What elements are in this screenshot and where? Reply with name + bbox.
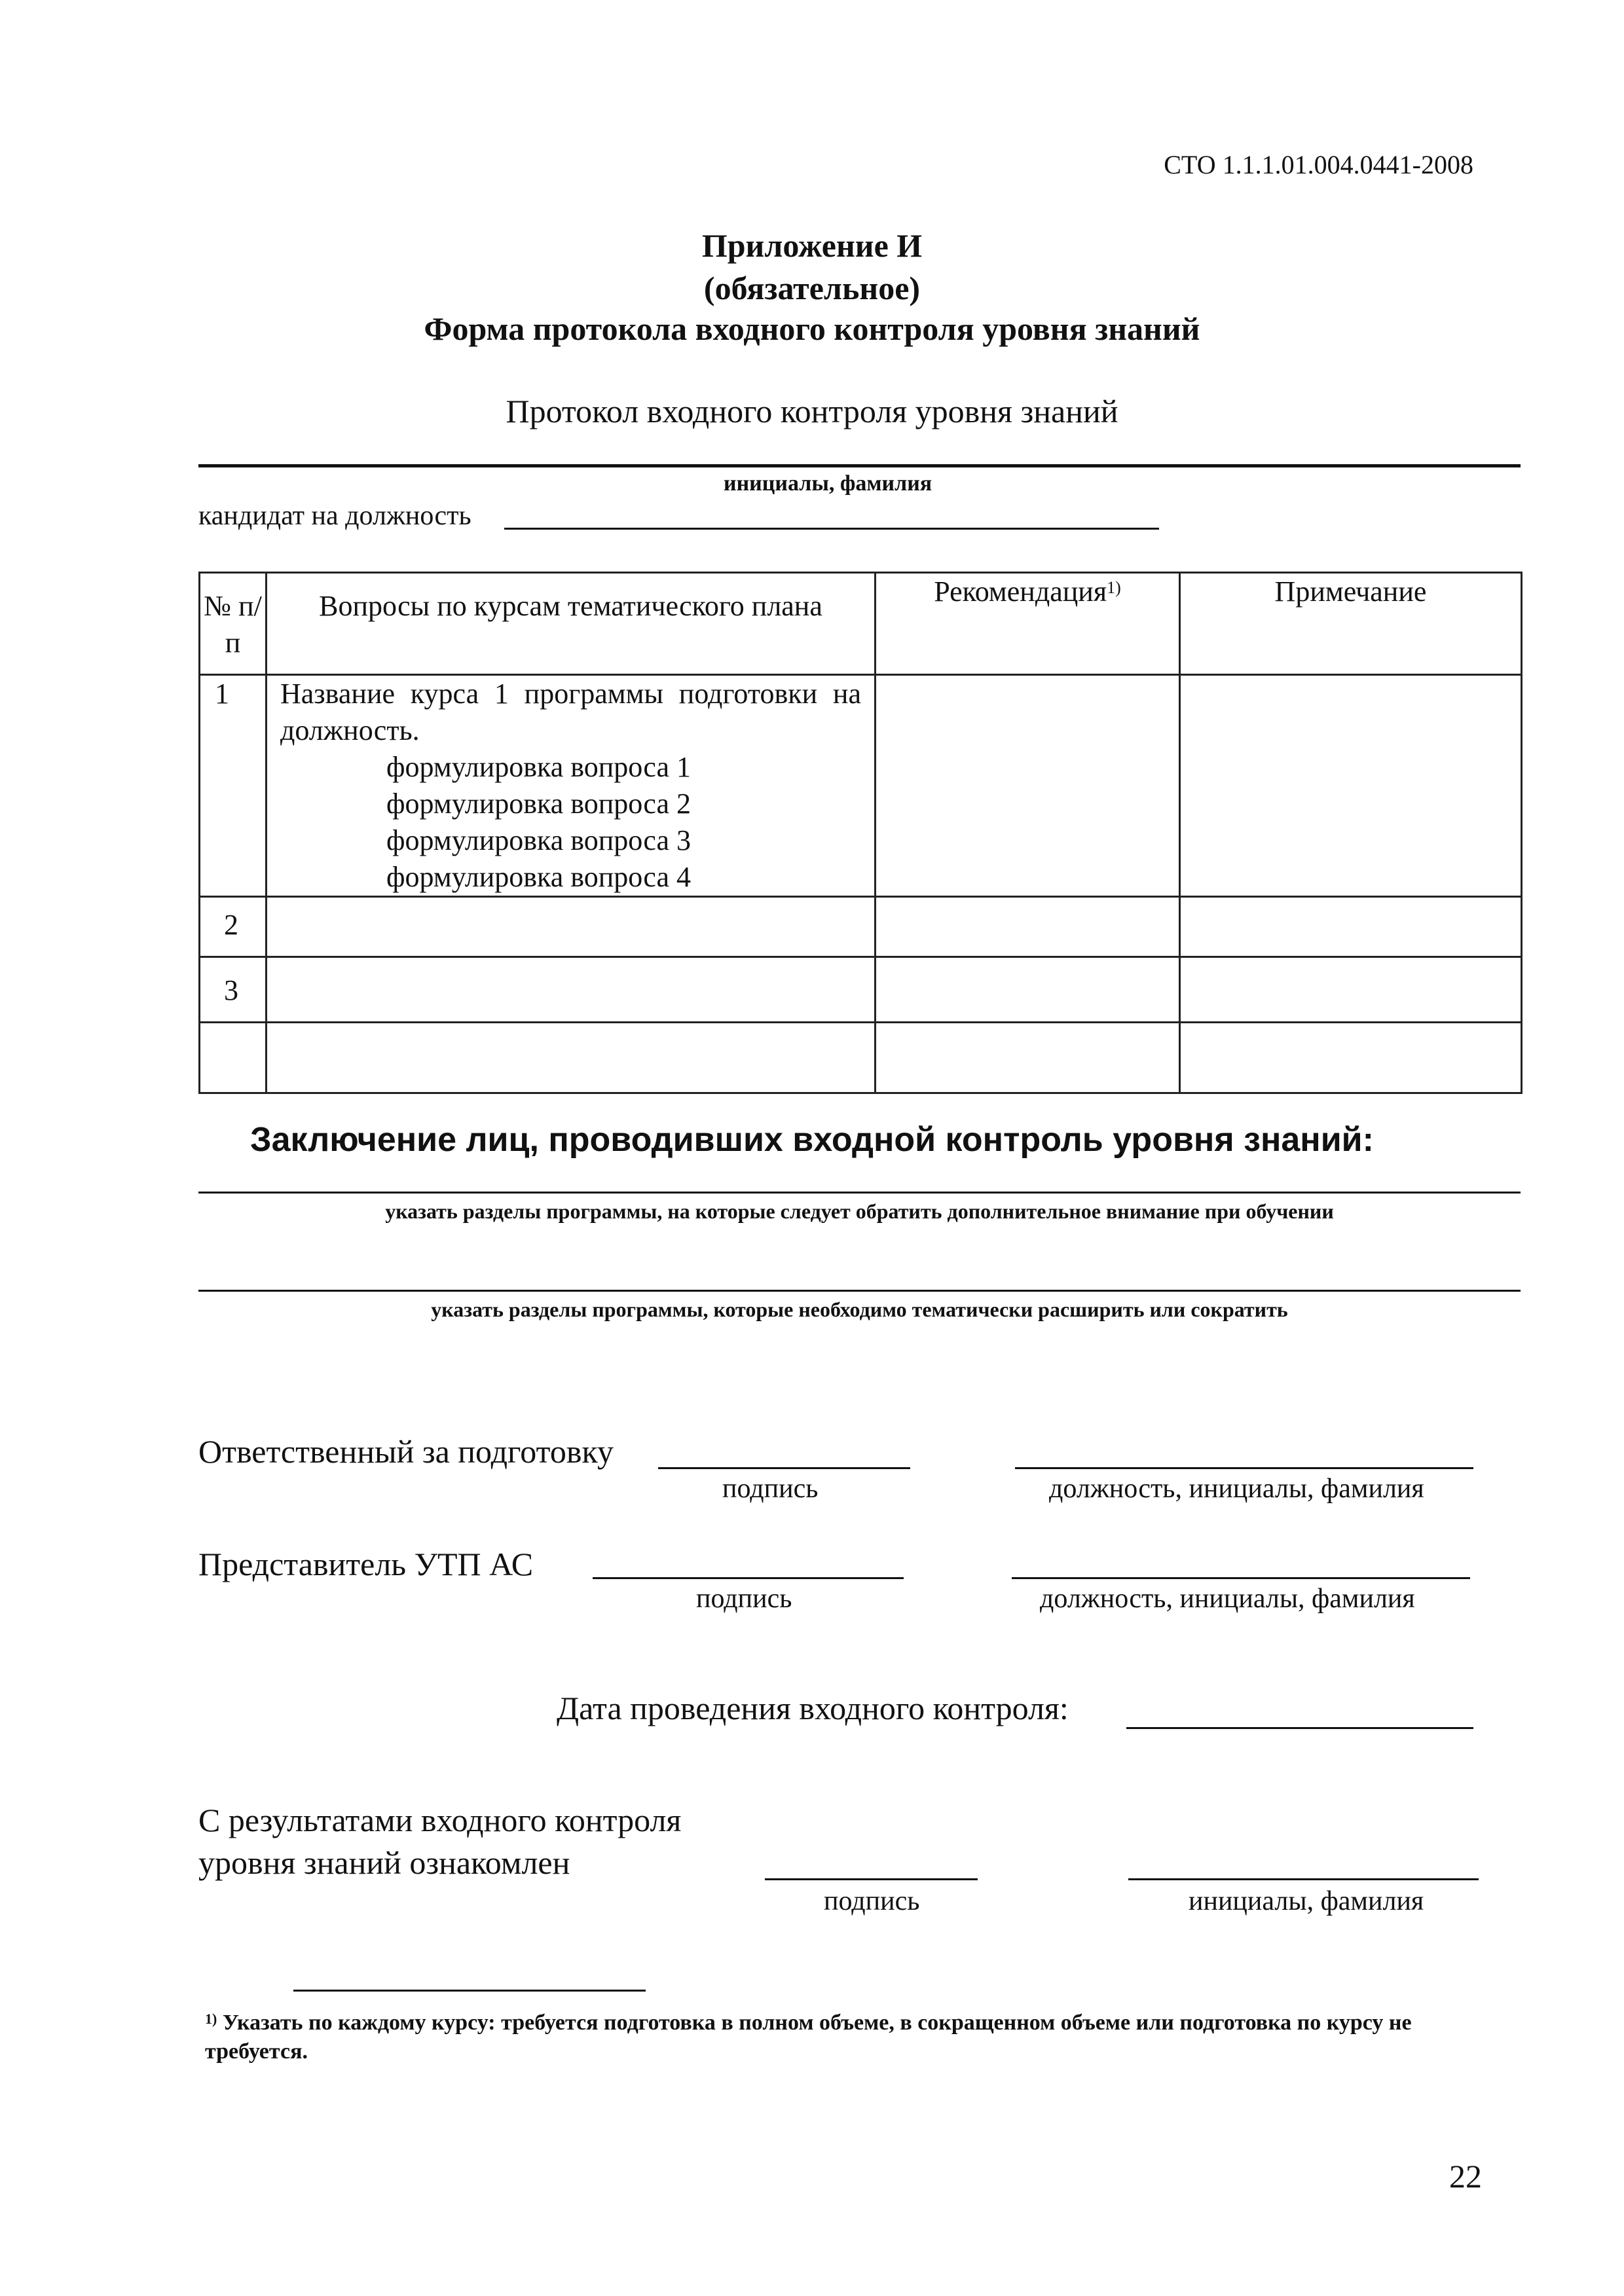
course-cell — [267, 897, 876, 957]
footnote-marker: 1) — [1107, 578, 1121, 597]
acquainted-name-line — [1128, 1878, 1479, 1880]
course-cell — [267, 957, 876, 1023]
candidate-label: кандидат на должность — [198, 501, 471, 531]
footnote-marker: 1) — [205, 2011, 217, 2027]
conclusion-title: Заключение лиц, проводивших входной контроль уровня знаний: — [250, 1121, 1374, 1159]
recommendation-cell — [876, 1023, 1180, 1093]
acquainted-sign-caption: подпись — [824, 1886, 920, 1916]
position-line — [504, 528, 1159, 530]
table-row — [200, 897, 1522, 957]
header-questions: Вопросы по курсам тематического плана — [267, 573, 876, 675]
representative-label: Представитель УТП АС — [198, 1546, 534, 1582]
document-code: СТО 1.1.1.01.004.0441-2008 — [1164, 150, 1473, 179]
note-cell — [1180, 897, 1522, 957]
table-header-row — [200, 573, 1522, 675]
conclusion-caption-2: указать разделы программы, которые необходимо тематически расширить или сократить — [431, 1298, 1288, 1321]
row-num: 1 — [200, 675, 267, 897]
protocol-title: Протокол входного контроля уровня знаний — [506, 393, 1118, 429]
date-line — [1126, 1727, 1473, 1729]
appendix-title: Приложение И — [701, 227, 923, 264]
responsible-sign-caption: подпись — [722, 1474, 819, 1504]
name-line — [198, 464, 1521, 467]
row-num: 2 — [200, 897, 267, 957]
header-num: № п/п — [200, 573, 267, 675]
recommendation-cell — [876, 897, 1180, 957]
table-row — [200, 675, 1522, 897]
question-item: формулировка вопроса 2 — [386, 788, 691, 820]
note-cell — [1180, 675, 1522, 897]
note-cell — [1180, 957, 1522, 1023]
questions-table — [198, 572, 1522, 1094]
representative-sign-line — [593, 1577, 904, 1579]
table-row — [200, 957, 1522, 1023]
footnote-separator — [293, 1990, 646, 1992]
row-num: 3 — [200, 957, 267, 1023]
conclusion-caption-1: указать разделы программы, на которые следует обратить дополнительное внимание при обучении — [385, 1199, 1334, 1223]
responsible-name-caption: должность, инициалы, фамилия — [1049, 1474, 1424, 1504]
course-cell — [267, 1023, 876, 1093]
form-title: Форма протокола входного контроля уровня знаний — [424, 310, 1200, 347]
conclusion-line-1 — [198, 1192, 1521, 1194]
course-cell — [267, 675, 876, 897]
header-recommendation: Рекомендация$^{1)}$ — [876, 573, 1180, 675]
question-item: формулировка вопроса 1 — [386, 751, 691, 783]
page-number: 22 — [1449, 2158, 1482, 2195]
responsible-label: Ответственный за подготовку — [198, 1433, 614, 1470]
representative-name-line — [1012, 1577, 1470, 1579]
acquainted-sign-line — [765, 1878, 978, 1880]
appendix-status: (обязательное) — [703, 270, 921, 306]
recommendation-cell — [876, 675, 1180, 897]
footnote-text: Указать по каждому курсу: требуется подготовка в полном объеме, в сокращенном объеме или подготовка по курсу не требуется. — [205, 2011, 1412, 2064]
question-item: формулировка вопроса 3 — [386, 824, 691, 856]
table-row — [200, 1023, 1522, 1093]
date-label: Дата проведения входного контроля: — [557, 1690, 1069, 1726]
recommendation-cell — [876, 957, 1180, 1023]
header-note: Примечание — [1180, 573, 1522, 675]
course-name: Название курса 1 программы подготовки на должность. — [280, 678, 861, 746]
representative-name-caption: должность, инициалы, фамилия — [1040, 1584, 1415, 1614]
note-cell — [1180, 1023, 1522, 1093]
acquainted-name-caption: инициалы, фамилия — [1189, 1886, 1424, 1916]
acquainted-label-line1: С результатами входного контроля — [198, 1802, 682, 1838]
footnote — [205, 2009, 1488, 2066]
conclusion-line-2 — [198, 1290, 1521, 1292]
acquainted-label-line2: уровня знаний ознакомлен — [198, 1844, 570, 1881]
question-item: формулировка вопроса 4 — [386, 861, 691, 893]
representative-sign-caption: подпись — [696, 1584, 792, 1614]
responsible-sign-line — [658, 1467, 910, 1469]
responsible-name-line — [1015, 1467, 1473, 1469]
row-num — [200, 1023, 267, 1093]
name-caption: инициалы, фамилия — [724, 471, 932, 496]
